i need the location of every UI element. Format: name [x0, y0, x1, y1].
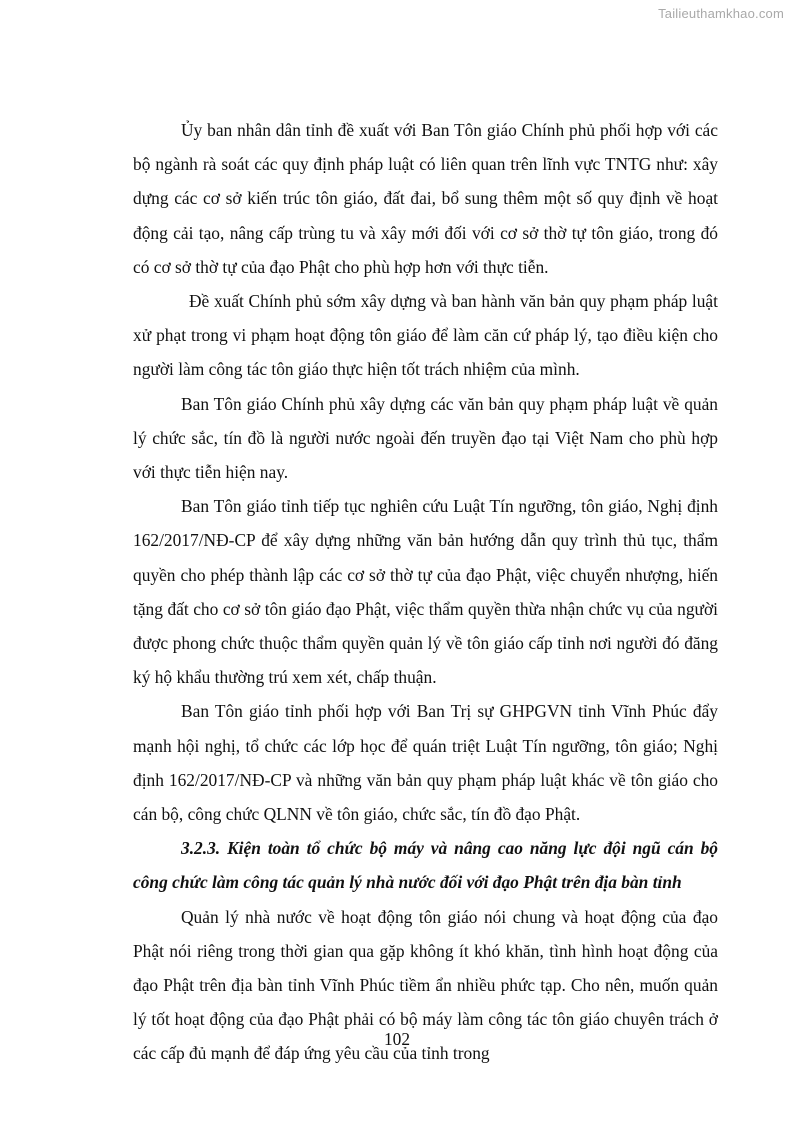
- paragraph-3: Ban Tôn giáo Chính phủ xây dựng các văn bản quy phạm pháp luật về quản lý chức sắc, tín đồ là người nước ngoài đến truyền đạo tại Việt Nam cho phù hợp với thực tiễn hiện nay.: [133, 393, 718, 483]
- paragraph-5: Ban Tôn giáo tỉnh phối hợp với Ban Trị sự GHPGVN tỉnh Vĩnh Phúc đẩy mạnh hội nghị, tổ chức các lớp học để quán triệt Luật Tín ngưỡng, tôn giáo; Nghị định 162/2017/NĐ-CP và những văn bản quy phạm pháp luật khác về tôn giáo cho cán bộ, công chức QLNN về tôn giáo, chức sắc, tín đồ đạo Phật.: [133, 701, 718, 825]
- page-number: 102: [383, 1029, 411, 1049]
- paragraph-6: Quản lý nhà nước về hoạt động tôn giáo nói chung và hoạt động của đạo Phật nói riêng trong thời gian qua gặp không ít khó khăn, tình hình hoạt động của đạo Phật trên địa bàn tỉnh Vĩnh Phúc tiềm ẩn nhiều phức tạp. Cho nên, muốn quản lý tốt hoạt động của đạo Phật phải có bộ máy làm công tác tôn giáo chuyên trách ở các cấp đủ mạnh để đáp ứng yêu cầu của tỉnh trong: [133, 906, 718, 1064]
- paragraph-1: Ủy ban nhân dân tỉnh đề xuất với Ban Tôn giáo Chính phủ phối hợp với các bộ ngành rà soát các quy định pháp luật có liên quan trên lĩnh vực TNTG như: xây dựng các cơ sở kiến trúc tôn giáo, đất đai, bổ sung thêm một số quy định về hoạt động cải tạo, nâng cấp trùng tu và xây mới đối với cơ sở thờ tự tôn giáo, trong đó có cơ sở thờ tự của đạo Phật cho phù hợp hơn với thực tiễn.: [133, 120, 718, 277]
- paragraph-2: Đề xuất Chính phủ sớm xây dựng và ban hành văn bản quy phạm pháp luật xử phạt trong vi phạm hoạt động tôn giáo để làm căn cứ pháp lý, tạo điều kiện cho người làm công tác tôn giáo thực hiện tốt trách nhiệm của mình.: [133, 291, 718, 380]
- watermark-text: Tailieuthamkhao.com: [658, 6, 784, 21]
- document-body: [133, 113, 718, 1071]
- section-heading: 3.2.3. Kiện toàn tổ chức bộ máy và nâng cao năng lực đội ngũ cán bộ công chức làm công tác quản lý nhà nước đối với đạo Phật trên địa bàn tỉnh: [133, 838, 718, 893]
- paragraph-4: Ban Tôn giáo tỉnh tiếp tục nghiên cứu Luật Tín ngưỡng, tôn giáo, Nghị định 162/2017/NĐ-CP để xây dựng những văn bản hướng dẫn quy trình thủ tục, thẩm quyền cho phép thành lập các cơ sở thờ tự của đạo Phật, việc chuyển nhượng, hiến tặng đất cho cơ sở tôn giáo đạo Phật, việc thẩm quyền thừa nhận chức vụ của người được phong chức thuộc thẩm quyền quản lý về tôn giáo cấp tỉnh nơi người đó đăng ký hộ khẩu thường trú xem xét, chấp thuận.: [133, 496, 718, 688]
